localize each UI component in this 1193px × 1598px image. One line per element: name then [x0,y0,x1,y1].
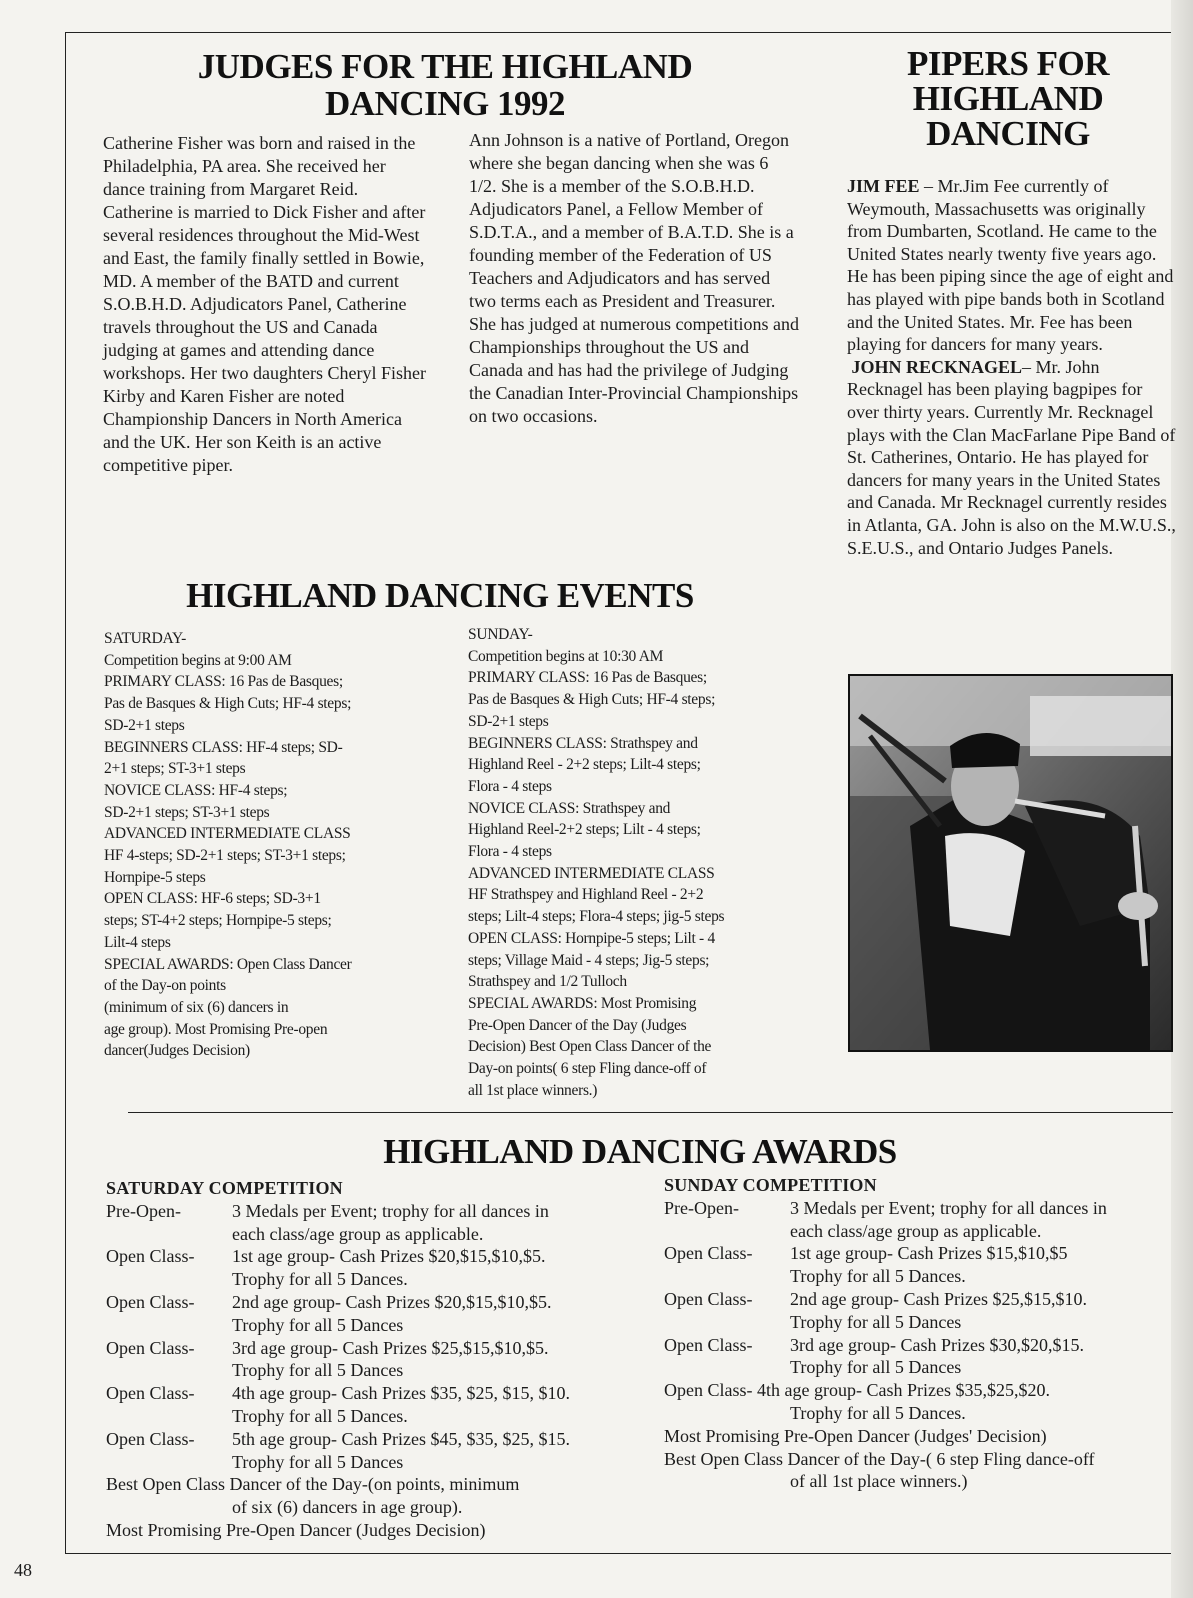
event-line: Flora - 4 steps [468,777,552,795]
award-label: Open Class- [664,1334,753,1355]
award-text: 3 Medals per Event; trophy for all dances in [790,1197,1107,1218]
award-text: 3rd age group- Cash Prizes $25,$15,$10,$5. [232,1337,549,1358]
award-best-open-cont: of all 1st place winners.) [790,1471,968,1492]
event-line: BEGINNERS CLASS: HF-4 steps; SD- [104,738,343,756]
award-text-cont: Trophy for all 5 Dances [790,1311,962,1332]
award-label: Open Class- [664,1243,753,1264]
award-row [664,1334,1184,1357]
event-line: age group). Most Promising Pre-open [104,1020,328,1038]
award-row [106,1382,646,1405]
awards-sunday-heading: SUNDAY COMPETITION [664,1175,877,1195]
award-text: 4th age group- Cash Prizes $35,$25,$20. [757,1380,1050,1401]
event-line: ADVANCED INTERMEDIATE CLASS [104,825,351,843]
event-line: (minimum of six (6) dancers in [104,998,289,1016]
piper-text-recknagel: – Mr. John Recknagel has been playing bagpipes for over thirty years. Currently Mr. Recknagel plays with the Clan MacFarlane Pipe Band of St. Catherines, Ontario. He has played for dancers for many years in the United States and Canada. Mr Recknagel currently resides in Atlanta, GA. John is also on the M.W.U.S., S.E.U.S., and Ontario Judges Panels. [847,356,1176,558]
event-line: steps; Village Maid - 4 steps; Jig-5 steps; [468,951,710,969]
event-line: SPECIAL AWARDS: Open Class Dancer [104,955,352,973]
award-label: Open Class- [664,1380,753,1401]
piper-bio-recknagel [847,356,1177,559]
award-row [664,1197,1184,1220]
award-label: Open Class- [106,1246,195,1267]
piper-photo-drawing [850,676,1171,1050]
event-line: Pas de Basques & High Cuts; HF-4 steps; [104,695,352,713]
piper-text-fee: – Mr.Jim Fee currently of Weymouth, Massachusetts was originally from Dumbarten, Scotland. He came to the United States nearly twenty five years ago. He has been piping since the age of eight and has played with pipe bands both in Scotland and the United States. Mr. Fee has been playing for dancers for many years. [847,176,1174,355]
event-line: Decision) Best Open Class Dancer of the [468,1038,712,1056]
event-line: Strathspey and 1/2 Tulloch [468,973,627,991]
event-line: 2+1 steps; ST-3+1 steps [104,760,246,778]
event-line: HF Strathspey and Highland Reel - 2+2 [468,886,704,904]
award-text: 2nd age group- Cash Prizes $25,$15,$10. [790,1288,1087,1309]
event-line: Pre-Open Dancer of the Day (Judges [468,1016,687,1034]
event-line: all 1st place winners.) [468,1081,598,1099]
pipers-bios [847,175,1177,559]
events-title: HIGHLAND DANCING EVENTS [186,576,694,615]
award-row [106,1245,646,1268]
award-text: 3 Medals per Event; trophy for all dances in [232,1200,549,1221]
judge-bio-johnson: Ann Johnson is a native of Portland, Oregon where she began dancing when she was 6 1/2. She is a member of the S.O.B.H.D. Adjudicators Panel, a Fellow Member of S.D.T.A., and a member of B.A.T.D. She is a founding member of the Federation of US Teachers and Adjudicators and has served two terms each as President and Treasurer. She has judged at numerous competitions and Championships throughout the US and Canada and has had the privilege of Judging the Canadian Inter-Provincial Championships on two occasions. [469,130,799,426]
event-line: SUNDAY- [468,626,533,643]
awards-saturday-heading: SATURDAY COMPETITION [106,1178,343,1198]
award-text-cont: Trophy for all 5 Dances [232,1451,404,1472]
events-saturday [104,628,434,1062]
award-text-cont: Trophy for all 5 Dances. [232,1405,408,1426]
award-most-promising: Most Promising Pre-Open Dancer (Judges' Decision) [664,1425,1047,1446]
award-label: Open Class- [106,1291,195,1312]
piper-bio-fee [847,175,1177,356]
award-label: Open Class- [106,1428,195,1449]
award-text-cont: Trophy for all 5 Dances. [232,1269,408,1290]
event-line: SD-2+1 steps [104,716,185,734]
award-text-cont: Trophy for all 5 Dances. [790,1266,966,1287]
event-line: OPEN CLASS: HF-6 steps; SD-3+1 [104,890,321,908]
awards-saturday [106,1177,646,1542]
pipers-title: PIPERS FOR HIGHLAND DANCING [906,44,1110,153]
award-row [106,1428,646,1451]
award-label: Open Class- [106,1383,195,1404]
award-best-open: Best Open Class Dancer of the Day-(on points, minimum [106,1474,520,1495]
award-text: 2nd age group- Cash Prizes $20,$15,$10,$5. [232,1291,552,1312]
event-line: of the Day-on points [104,977,226,995]
event-line: Competition begins at 10:30 AM [468,647,664,665]
event-line: PRIMARY CLASS: 16 Pas de Basques; [468,669,707,687]
award-row [106,1291,646,1314]
award-text: 4th age group- Cash Prizes $35, $25, $15, $10. [232,1383,570,1404]
award-row [664,1242,1184,1265]
event-line: HF 4-steps; SD-2+1 steps; ST-3+1 steps; [104,847,346,865]
awards-sunday [664,1174,1184,1493]
event-line: SD-2+1 steps [468,712,549,730]
award-row [664,1379,1184,1402]
event-line: Lilt-4 steps [104,933,171,951]
award-row [106,1200,646,1223]
award-text-cont: Trophy for all 5 Dances [790,1357,962,1378]
award-text-cont: each class/age group as applicable. [232,1223,484,1244]
event-line: ADVANCED INTERMEDIATE CLASS [468,864,715,882]
awards-title: HIGHLAND DANCING AWARDS [383,1132,897,1171]
event-line: NOVICE CLASS: Strathspey and [468,799,671,817]
award-row [106,1337,646,1360]
event-line: steps; Lilt-4 steps; Flora-4 steps; jig-5 steps [468,908,725,926]
event-line: SPECIAL AWARDS: Most Promising [468,994,697,1012]
award-label: Open Class- [664,1288,753,1309]
award-most-promising: Most Promising Pre-Open Dancer (Judges Decision) [106,1519,486,1540]
event-line: Hornpipe-5 steps [104,868,206,886]
award-label: Pre-Open- [106,1200,181,1221]
event-line: Day-on points( 6 step Fling dance-off of [468,1060,707,1078]
event-line: BEGINNERS CLASS: Strathspey and [468,734,698,752]
award-row [664,1288,1184,1311]
event-line: Highland Reel - 2+2 steps; Lilt-4 steps; [468,756,701,774]
award-text-cont: Trophy for all 5 Dances [232,1360,404,1381]
piper-name-recknagel: JOHN RECKNAGEL [851,356,1023,377]
award-text: 1st age group- Cash Prizes $15,$10,$5 [790,1243,1068,1264]
piper-name-fee: JIM FEE [847,176,920,196]
event-line: NOVICE CLASS: HF-4 steps; [104,781,288,799]
event-line: Pas de Basques & High Cuts; HF-4 steps; [468,691,716,709]
award-text: 1st age group- Cash Prizes $20,$15,$10,$5. [232,1246,546,1267]
page-number: 48 [14,1560,32,1580]
event-line: OPEN CLASS: Hornpipe-5 steps; Lilt - 4 [468,929,715,947]
event-line: SATURDAY- [104,630,186,647]
events-sunday [468,624,808,1101]
award-best-open-cont: of six (6) dancers in age group). [232,1497,463,1518]
award-label: Pre-Open- [664,1197,739,1218]
award-text-cont: Trophy for all 5 Dances. [790,1402,966,1423]
event-line: Highland Reel-2+2 steps; Lilt - 4 steps; [468,821,701,839]
judge-bio-fisher: Catherine Fisher was born and raised in the Philadelphia, PA area. She received her dance training from Margaret Reid. Catherine is married to Dick Fisher and after several residences throughout the Mid-West and East, the family finally settled in Bowie, MD. A member of the BATD and current S.O.B.H.D. Adjudicators Panel, Catherine travels throughout the US and Canada judging at games and attending dance workshops. Her two daughters Cheryl Fisher Kirby and Karen Fisher are noted Championship Dancers in North America and the UK. Her son Keith is an active competitive piper. [103,133,426,475]
award-text-cont: each class/age group as applicable. [790,1220,1042,1241]
award-text: 5th age group- Cash Prizes $45, $35, $25, $15. [232,1428,570,1449]
piper-photo [848,674,1173,1052]
event-line: PRIMARY CLASS: 16 Pas de Basques; [104,673,343,691]
event-line: Flora - 4 steps [468,843,552,861]
award-text: 3rd age group- Cash Prizes $30,$20,$15. [790,1334,1084,1355]
judges-title: JUDGES FOR THE HIGHLAND DANCING 1992 [197,47,693,123]
award-best-open: Best Open Class Dancer of the Day-( 6 step Fling dance-off [664,1448,1095,1469]
event-line: steps; ST-4+2 steps; Hornpipe-5 steps; [104,912,332,930]
award-text-cont: Trophy for all 5 Dances [232,1314,404,1335]
event-line: Competition begins at 9:00 AM [104,651,292,669]
award-label: Open Class- [106,1337,195,1358]
event-line: SD-2+1 steps; ST-3+1 steps [104,803,270,821]
event-line: dancer(Judges Decision) [104,1042,250,1060]
section-divider [128,1112,1173,1113]
